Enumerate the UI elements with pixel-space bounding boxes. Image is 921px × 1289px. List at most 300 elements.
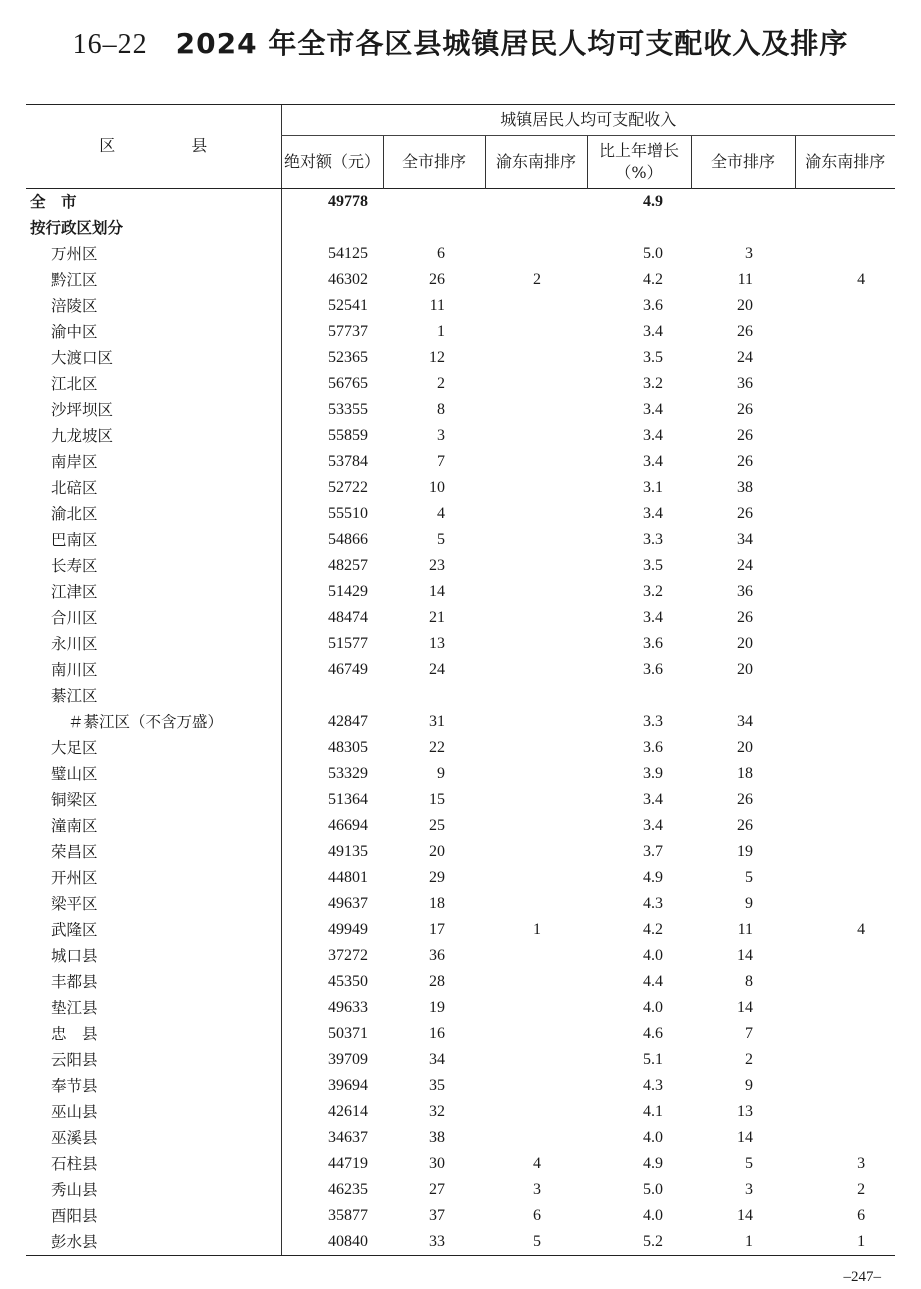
region-name: 酉阳县 xyxy=(51,1207,98,1225)
southeast-rank-cell xyxy=(485,709,587,735)
table-row xyxy=(26,709,895,735)
city-rank-cell: 4 xyxy=(437,505,445,522)
growth-southeast-rank-column-header: 渝东南排序 xyxy=(795,136,895,189)
table-row xyxy=(26,761,895,787)
amount-column-header: 绝对额（元） xyxy=(281,136,383,189)
city-rank-cell: 3 xyxy=(437,427,445,444)
southeast-rank-cell xyxy=(485,683,587,709)
region-name: 涪陵区 xyxy=(51,297,98,315)
growth-cell: 3.4 xyxy=(643,609,663,626)
growth-southeast-rank-cell xyxy=(795,839,895,865)
amount-cell: 44719 xyxy=(281,1151,383,1177)
city-rank-cell: 38 xyxy=(429,1129,445,1146)
city-rank-cell: 5 xyxy=(437,531,445,548)
southeast-rank-cell xyxy=(485,1073,587,1099)
growth-cell: 3.4 xyxy=(643,817,663,834)
table-row xyxy=(26,1151,895,1177)
region-column-header: 区 县 xyxy=(26,105,281,189)
city-rank-cell: 37 xyxy=(429,1207,445,1224)
region-name: 璧山区 xyxy=(51,765,98,783)
page-number: –247– xyxy=(843,1269,881,1285)
table-row xyxy=(26,345,895,371)
region-name: 万州区 xyxy=(51,245,98,263)
amount-cell: 34637 xyxy=(281,1125,383,1151)
southeast-rank-cell xyxy=(485,501,587,527)
region-name: 武隆区 xyxy=(51,921,98,939)
southeast-rank-cell xyxy=(485,839,587,865)
southeast-rank-cell xyxy=(485,345,587,371)
southeast-rank-cell xyxy=(485,969,587,995)
region-name: ＃綦江区（不含万盛） xyxy=(68,713,224,731)
amount-cell: 35877 xyxy=(281,1203,383,1229)
amount-cell: 53355 xyxy=(281,397,383,423)
southeast-rank-cell: 6 xyxy=(533,1207,541,1224)
growth-cell: 4.0 xyxy=(643,947,663,964)
growth-cell: 4.4 xyxy=(643,973,663,990)
city-rank-cell: 17 xyxy=(429,921,445,938)
city-rank-cell: 21 xyxy=(429,609,445,626)
table-row xyxy=(26,787,895,813)
growth-city-rank-cell: 7 xyxy=(745,1025,753,1042)
table-row xyxy=(26,1073,895,1099)
region-name: 南川区 xyxy=(51,661,98,679)
growth-cell: 4.0 xyxy=(643,1207,663,1224)
city-rank-cell: 14 xyxy=(429,583,445,600)
table-row xyxy=(26,475,895,501)
growth-cell: 3.5 xyxy=(643,349,663,366)
city-rank-cell: 33 xyxy=(383,1229,485,1256)
growth-southeast-rank-cell xyxy=(795,1021,895,1047)
region-name: 永川区 xyxy=(51,635,98,653)
growth-city-rank-cell: 26 xyxy=(737,791,753,808)
region-name: 长寿区 xyxy=(51,557,98,575)
southeast-rank-cell xyxy=(485,761,587,787)
growth-southeast-rank-cell xyxy=(795,631,895,657)
income-super-header: 城镇居民人均可支配收入 xyxy=(281,105,895,136)
growth-cell: 3.6 xyxy=(643,739,663,756)
growth-cell: 4.0 xyxy=(643,999,663,1016)
growth-cell: 4.9 xyxy=(643,1155,663,1172)
table-row xyxy=(26,553,895,579)
table-row xyxy=(26,683,895,709)
table-header xyxy=(26,105,895,189)
growth-cell: 3.2 xyxy=(643,583,663,600)
amount-cell xyxy=(281,683,383,709)
table-row xyxy=(26,917,895,943)
amount-cell: 42847 xyxy=(281,709,383,735)
city-rank-cell: 16 xyxy=(429,1025,445,1042)
city-rank-cell: 32 xyxy=(429,1103,445,1120)
growth-city-rank-cell: 20 xyxy=(737,739,753,756)
growth-city-rank-cell: 2 xyxy=(745,1051,753,1068)
city-rank-cell: 13 xyxy=(429,635,445,652)
region-name: 秀山县 xyxy=(51,1181,98,1199)
growth-city-rank-cell xyxy=(691,683,795,709)
table-row xyxy=(26,943,895,969)
growth-cell: 3.1 xyxy=(643,479,663,496)
region-name: 奉节县 xyxy=(51,1077,98,1095)
city-rank-cell: 24 xyxy=(429,661,445,678)
growth-cell: 3.9 xyxy=(643,765,663,782)
growth-southeast-rank-cell xyxy=(795,579,895,605)
region-name: 綦江区 xyxy=(51,687,98,705)
growth-southeast-rank-cell xyxy=(795,1125,895,1151)
city-rank-cell: 26 xyxy=(429,271,445,288)
table-row xyxy=(26,657,895,683)
region-name: 渝中区 xyxy=(51,323,98,341)
table-row xyxy=(26,891,895,917)
table-row xyxy=(26,449,895,475)
growth-southeast-rank-cell xyxy=(795,293,895,319)
growth-city-rank-cell: 11 xyxy=(737,271,753,288)
table-row xyxy=(26,423,895,449)
region-name: 忠 县 xyxy=(51,1025,98,1043)
amount-cell: 54866 xyxy=(281,527,383,553)
growth-city-rank-cell: 18 xyxy=(737,765,753,782)
growth-city-rank-cell: 26 xyxy=(737,453,753,470)
growth-southeast-rank-cell xyxy=(795,241,895,267)
total-row xyxy=(26,189,895,216)
amount-cell: 53784 xyxy=(281,449,383,475)
growth-southeast-rank-cell xyxy=(795,1047,895,1073)
table-row xyxy=(26,1021,895,1047)
region-name: 彭水县 xyxy=(26,1229,281,1256)
page-title xyxy=(0,22,921,62)
growth-southeast-rank-cell xyxy=(795,527,895,553)
growth-cell: 3.2 xyxy=(643,375,663,392)
growth-cell: 3.7 xyxy=(643,843,663,860)
growth-southeast-rank-cell xyxy=(795,813,895,839)
city-rank-cell: 22 xyxy=(429,739,445,756)
growth-southeast-rank-cell xyxy=(795,501,895,527)
city-rank-cell: 20 xyxy=(429,843,445,860)
southeast-rank-cell xyxy=(485,527,587,553)
growth-city-rank-cell: 34 xyxy=(737,713,753,730)
growth-city-rank-cell: 24 xyxy=(737,349,753,366)
growth-southeast-rank-cell xyxy=(795,995,895,1021)
city-rank-cell: 6 xyxy=(437,245,445,262)
southeast-rank-cell xyxy=(485,423,587,449)
southeast-rank-cell xyxy=(485,579,587,605)
growth-cell: 3.5 xyxy=(643,557,663,574)
growth-city-rank-cell: 26 xyxy=(737,401,753,418)
amount-cell: 52365 xyxy=(281,345,383,371)
table-row xyxy=(26,371,895,397)
growth-city-rank-cell: 26 xyxy=(737,427,753,444)
amount-cell: 55859 xyxy=(281,423,383,449)
growth-city-rank-cell: 36 xyxy=(737,583,753,600)
region-name: 潼南区 xyxy=(51,817,98,835)
city-rank-cell: 9 xyxy=(437,765,445,782)
growth-city-rank-cell: 1 xyxy=(691,1229,795,1256)
southeast-rank-cell xyxy=(485,943,587,969)
growth-city-rank-cell: 24 xyxy=(737,557,753,574)
growth-cell: 3.3 xyxy=(643,531,663,548)
growth-city-rank-cell: 38 xyxy=(737,479,753,496)
city-rank-column-header: 全市排序 xyxy=(383,136,485,189)
region-name: 巫溪县 xyxy=(51,1129,98,1147)
southeast-rank-cell xyxy=(485,553,587,579)
growth-cell: 5.0 xyxy=(643,245,663,262)
growth-southeast-rank-cell xyxy=(795,475,895,501)
region-name: 垫江县 xyxy=(51,999,98,1017)
table-row xyxy=(26,1177,895,1203)
amount-cell: 44801 xyxy=(281,865,383,891)
city-rank-cell: 12 xyxy=(429,349,445,366)
growth-column-header: 比上年增长（%） xyxy=(587,136,691,189)
growth-cell: 4.2 xyxy=(643,271,663,288)
amount-cell: 56765 xyxy=(281,371,383,397)
growth-city-rank-cell: 5 xyxy=(745,1155,753,1172)
amount-cell: 53329 xyxy=(281,761,383,787)
amount-cell: 37272 xyxy=(281,943,383,969)
growth-city-rank-cell: 14 xyxy=(737,1207,753,1224)
southeast-rank-cell xyxy=(485,995,587,1021)
amount-cell: 39709 xyxy=(281,1047,383,1073)
growth-southeast-rank-cell xyxy=(795,943,895,969)
table-row xyxy=(26,865,895,891)
growth-southeast-rank-cell xyxy=(795,397,895,423)
region-name: 云阳县 xyxy=(51,1051,98,1069)
city-rank-cell: 28 xyxy=(429,973,445,990)
southeast-rank-cell xyxy=(485,241,587,267)
growth-city-rank-cell: 36 xyxy=(737,375,753,392)
southeast-rank-cell xyxy=(485,865,587,891)
southeast-rank-cell xyxy=(485,735,587,761)
growth-cell xyxy=(587,683,691,709)
southeast-rank-cell xyxy=(485,1047,587,1073)
city-rank-cell: 15 xyxy=(429,791,445,808)
southeast-rank-cell xyxy=(485,371,587,397)
region-name: 荣昌区 xyxy=(51,843,98,861)
city-rank-cell: 31 xyxy=(429,713,445,730)
southeast-rank-cell xyxy=(485,631,587,657)
growth-southeast-rank-cell xyxy=(795,683,895,709)
amount-cell: 49135 xyxy=(281,839,383,865)
growth-city-rank-cell: 26 xyxy=(737,817,753,834)
region-name: 沙坪坝区 xyxy=(51,401,114,419)
growth-cell: 4.3 xyxy=(643,1077,663,1094)
region-name: 北碚区 xyxy=(51,479,98,497)
table-row xyxy=(26,267,895,293)
region-name: 梁平区 xyxy=(51,895,98,913)
city-rank-cell: 30 xyxy=(429,1155,445,1172)
city-rank-cell: 27 xyxy=(429,1181,445,1198)
table-row xyxy=(26,813,895,839)
growth-cell: 5.0 xyxy=(643,1181,663,1198)
total-amount: 49778 xyxy=(281,189,383,216)
growth-cell: 3.4 xyxy=(643,791,663,808)
city-rank-cell xyxy=(383,683,485,709)
table-row xyxy=(26,735,895,761)
southeast-rank-cell xyxy=(485,1099,587,1125)
region-name: 铜梁区 xyxy=(51,791,98,809)
group-label: 按行政区划分 xyxy=(30,219,124,237)
growth-city-rank-cell: 8 xyxy=(745,973,753,990)
amount-cell: 45350 xyxy=(281,969,383,995)
amount-cell: 48474 xyxy=(281,605,383,631)
amount-cell: 49949 xyxy=(281,917,383,943)
group-row xyxy=(26,215,895,241)
table-row xyxy=(26,293,895,319)
growth-city-rank-cell: 26 xyxy=(737,609,753,626)
region-name: 石柱县 xyxy=(51,1155,98,1173)
growth-city-rank-cell: 20 xyxy=(737,635,753,652)
city-rank-cell: 18 xyxy=(429,895,445,912)
city-rank-cell: 2 xyxy=(437,375,445,392)
growth-city-rank-cell: 9 xyxy=(745,895,753,912)
table-row xyxy=(26,1125,895,1151)
region-name: 南岸区 xyxy=(51,453,98,471)
growth-city-rank-cell: 34 xyxy=(737,531,753,548)
southeast-rank-cell xyxy=(485,813,587,839)
city-rank-cell: 29 xyxy=(429,869,445,886)
growth-city-rank-cell: 14 xyxy=(737,1129,753,1146)
table-body xyxy=(26,189,895,1256)
amount-cell: 46749 xyxy=(281,657,383,683)
city-rank-cell: 36 xyxy=(429,947,445,964)
amount-cell: 48305 xyxy=(281,735,383,761)
growth-southeast-rank-cell xyxy=(795,865,895,891)
growth-cell: 4.3 xyxy=(643,895,663,912)
growth-cell: 3.3 xyxy=(643,713,663,730)
table-row xyxy=(26,839,895,865)
city-rank-cell: 23 xyxy=(429,557,445,574)
amount-cell: 39694 xyxy=(281,1073,383,1099)
southeast-rank-cell: 1 xyxy=(533,921,541,938)
southeast-rank-cell: 5 xyxy=(485,1229,587,1256)
amount-cell: 51577 xyxy=(281,631,383,657)
growth-southeast-rank-cell xyxy=(795,423,895,449)
growth-cell: 3.4 xyxy=(643,427,663,444)
total-growth: 4.9 xyxy=(643,193,663,210)
growth-cell: 3.4 xyxy=(643,323,663,340)
southeast-rank-cell xyxy=(485,891,587,917)
growth-southeast-rank-cell xyxy=(795,709,895,735)
growth-city-rank-cell: 19 xyxy=(737,843,753,860)
table-row xyxy=(26,319,895,345)
growth-cell: 3.4 xyxy=(643,401,663,418)
growth-cell: 4.0 xyxy=(643,1129,663,1146)
table-number: 16–22 xyxy=(72,29,148,60)
growth-cell: 3.6 xyxy=(643,661,663,678)
table-row xyxy=(26,579,895,605)
growth-southeast-rank-cell: 2 xyxy=(857,1181,866,1198)
city-rank-cell: 1 xyxy=(437,323,445,340)
amount-cell: 42614 xyxy=(281,1099,383,1125)
southeast-rank-cell xyxy=(485,475,587,501)
growth-cell: 3.4 xyxy=(643,453,663,470)
region-name: 巴南区 xyxy=(51,531,98,549)
table-row xyxy=(26,1047,895,1073)
southeast-rank-cell: 2 xyxy=(533,271,541,288)
table-row xyxy=(26,605,895,631)
region-name: 九龙坡区 xyxy=(51,427,114,445)
region-name: 巫山县 xyxy=(51,1103,98,1121)
amount-cell: 57737 xyxy=(281,319,383,345)
city-rank-cell: 34 xyxy=(429,1051,445,1068)
growth-cell: 3.6 xyxy=(643,635,663,652)
amount-cell: 46694 xyxy=(281,813,383,839)
region-name: 开州区 xyxy=(51,869,98,887)
region-name: 合川区 xyxy=(51,609,98,627)
region-name: 大足区 xyxy=(51,739,98,757)
growth-cell: 3.6 xyxy=(643,297,663,314)
southeast-rank-cell: 4 xyxy=(533,1155,541,1172)
southeast-rank-cell xyxy=(485,657,587,683)
southeast-rank-cell xyxy=(485,1021,587,1047)
growth-southeast-rank-cell xyxy=(795,371,895,397)
growth-city-rank-cell: 20 xyxy=(737,297,753,314)
growth-city-rank-cell: 3 xyxy=(745,245,753,262)
growth-southeast-rank-cell: 4 xyxy=(857,921,866,938)
growth-cell: 4.1 xyxy=(643,1103,663,1120)
growth-southeast-rank-cell xyxy=(795,553,895,579)
growth-southeast-rank-cell xyxy=(795,345,895,371)
growth-city-rank-cell: 3 xyxy=(745,1181,753,1198)
southeast-rank-cell xyxy=(485,293,587,319)
growth-cell: 5.2 xyxy=(587,1229,691,1256)
growth-city-rank-cell: 14 xyxy=(737,947,753,964)
region-name: 丰都县 xyxy=(51,973,98,991)
growth-city-rank-column-header: 全市排序 xyxy=(691,136,795,189)
growth-southeast-rank-cell: 3 xyxy=(857,1155,866,1172)
growth-city-rank-cell: 5 xyxy=(745,869,753,886)
amount-cell: 40840 xyxy=(281,1229,383,1256)
table-row xyxy=(26,1229,895,1256)
region-name: 江北区 xyxy=(51,375,98,393)
city-rank-cell: 7 xyxy=(437,453,445,470)
amount-cell: 49633 xyxy=(281,995,383,1021)
southeast-rank-cell xyxy=(485,449,587,475)
southeast-rank-cell xyxy=(485,1125,587,1151)
table-title: 2024 年全市各区县城镇居民人均可支配收入及排序 xyxy=(175,27,849,60)
region-name: 黔江区 xyxy=(51,271,98,289)
amount-cell: 51429 xyxy=(281,579,383,605)
growth-city-rank-cell: 14 xyxy=(737,999,753,1016)
growth-southeast-rank-cell xyxy=(795,1073,895,1099)
growth-southeast-rank-cell xyxy=(795,735,895,761)
growth-southeast-rank-cell xyxy=(795,761,895,787)
table-row xyxy=(26,1203,895,1229)
southeast-rank-cell: 3 xyxy=(533,1181,541,1198)
amount-cell: 49637 xyxy=(281,891,383,917)
growth-southeast-rank-cell: 1 xyxy=(795,1229,895,1256)
growth-cell: 3.4 xyxy=(643,505,663,522)
growth-southeast-rank-cell xyxy=(795,319,895,345)
growth-southeast-rank-cell xyxy=(795,1099,895,1125)
amount-cell: 52722 xyxy=(281,475,383,501)
city-rank-cell: 35 xyxy=(429,1077,445,1094)
city-rank-cell: 8 xyxy=(437,401,445,418)
income-table xyxy=(26,104,895,1256)
growth-southeast-rank-cell xyxy=(795,787,895,813)
growth-city-rank-cell: 26 xyxy=(737,323,753,340)
southeast-rank-cell xyxy=(485,787,587,813)
southeast-rank-column-header: 渝东南排序 xyxy=(485,136,587,189)
growth-southeast-rank-cell xyxy=(795,891,895,917)
growth-city-rank-cell: 13 xyxy=(737,1103,753,1120)
growth-city-rank-cell: 9 xyxy=(745,1077,753,1094)
amount-cell: 55510 xyxy=(281,501,383,527)
amount-cell: 51364 xyxy=(281,787,383,813)
growth-cell: 4.6 xyxy=(643,1025,663,1042)
region-name: 城口县 xyxy=(51,947,98,965)
growth-city-rank-cell: 26 xyxy=(737,505,753,522)
amount-cell: 52541 xyxy=(281,293,383,319)
table-row xyxy=(26,397,895,423)
southeast-rank-cell xyxy=(485,605,587,631)
